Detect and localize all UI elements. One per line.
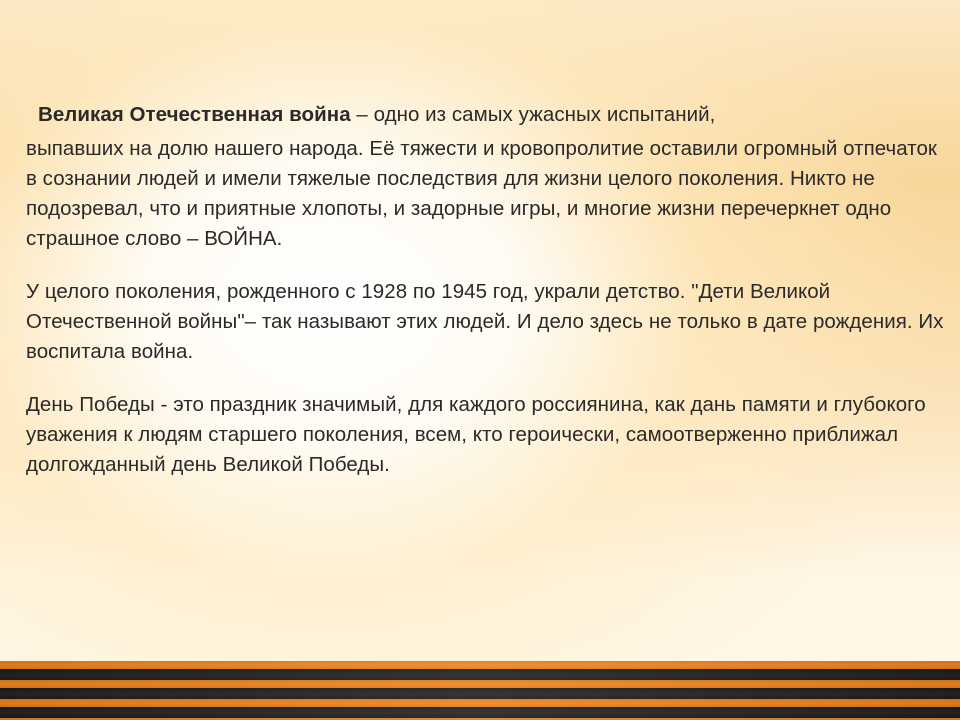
intro-bold-title: Великая Отечественная война <box>38 103 351 126</box>
intro-lead-rest: – одно из самых ужасных испытаний, <box>350 103 716 126</box>
st-george-ribbon <box>0 661 960 720</box>
paragraph-intro <box>26 100 946 254</box>
slide-text-block <box>26 100 946 503</box>
intro-first-line <box>26 100 946 130</box>
intro-body: выпавших на долю нашего народа. Её тяжести и кровопролитие оставили огромный отпечаток в сознании людей и имели тяжелые последствия для жизни целого поколения. Никто не подозревал, что и приятные хлопоты, и задорные игры, и многие жизни перечеркнет одно страшное слово – ВОЙНА. <box>26 137 937 250</box>
paragraph-children-of-war: У целого поколения, рожденного с 1928 по 1945 год, украли детство. "Дети Великой Отечественной войны"– так называют этих людей. И дело здесь не только в дате рождения. Их воспитала война. <box>26 280 944 363</box>
paragraph-victory-day: День Победы - это праздник значимый, для каждого россиянина, как дань памяти и глубокого уважения к людям старшего поколения, всем, кто героически, самоотверженно приближал долгожданный день Великой Победы. <box>26 393 926 476</box>
